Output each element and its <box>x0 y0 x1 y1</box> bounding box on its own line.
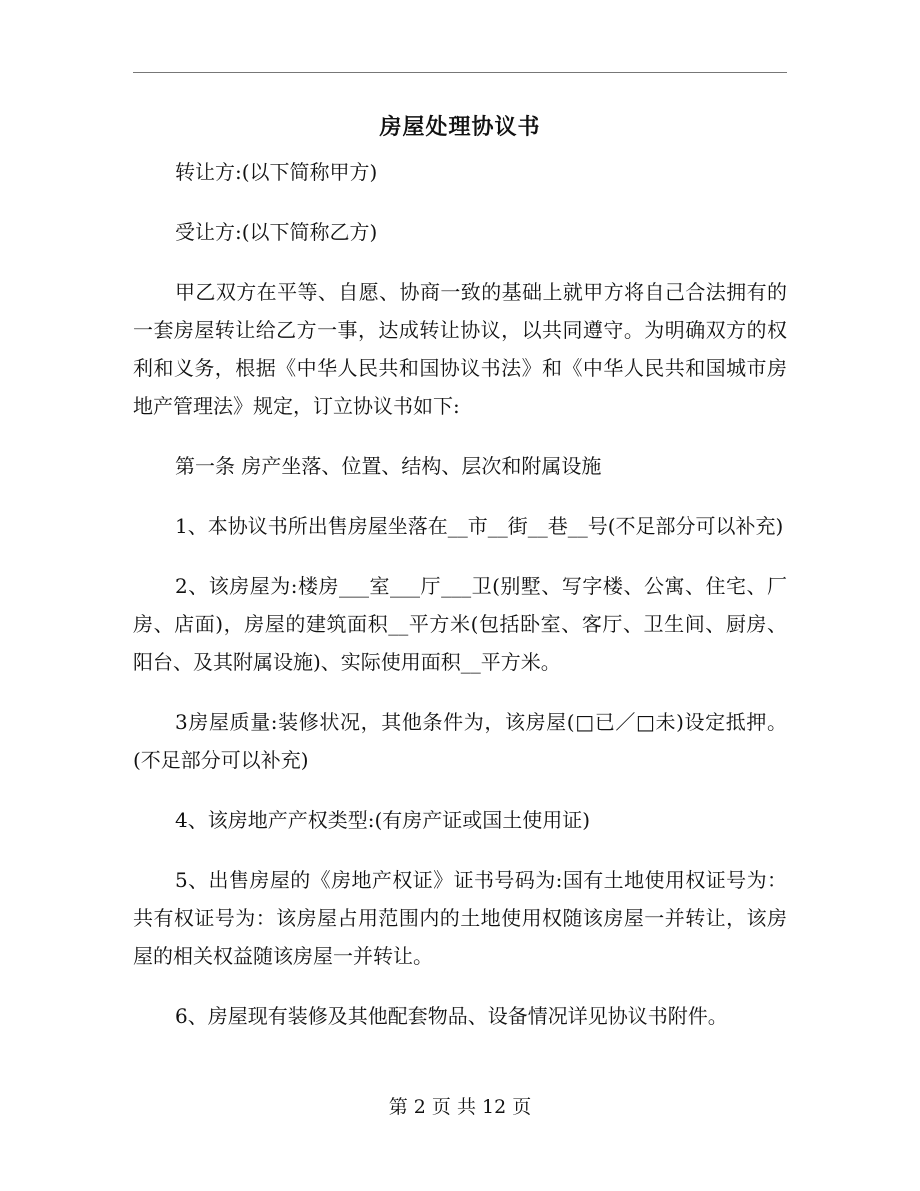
paragraph-transferee: 受让方:(以下简称乙方) <box>175 220 378 244</box>
page-number: 第 2 页 共 12 页 <box>388 1096 532 1118</box>
paragraph-clause-4: 4、该房地产产权类型:(有房产证或国土使用证) <box>175 808 591 832</box>
paragraph-clause-3: 3房屋质量:装修状况，其他条件为，该房屋(□已／□未)设定抵押。(不足部分可以补充) <box>133 710 787 772</box>
document-body <box>133 153 787 1057</box>
paragraph-transferor: 转让方:(以下简称甲方) <box>175 160 378 184</box>
header-rule <box>133 72 787 73</box>
paragraph-preamble: 甲乙双方在平等、自愿、协商一致的基础上就甲方将自己合法拥有的一套房屋转让给乙方一事，达成转让协议，以共同遵守。为明确双方的权利和义务，根据《中华人民共和国协议书法》和《中华人民共和国城市房地产管理法》规定，订立协议书如下: <box>133 280 787 418</box>
paragraph-clause-5: 5、出售房屋的《房地产权证》证书号码为:国有土地使用权证号为：共有权证号为：该房屋占用范围内的土地使用权随该房屋一并转让，该房屋的相关权益随该房屋一并转让。 <box>133 868 787 968</box>
document-title: 房屋处理协议书 <box>379 114 541 140</box>
paragraph-clause-6: 6、房屋现有装修及其他配套物品、设备情况详见协议书附件。 <box>175 1004 728 1028</box>
paragraph-clause-1: 1、本协议书所出售房屋坐落在__市__街__巷__号(不足部分可以补充) <box>175 514 784 538</box>
paragraph-article-1-heading: 第一条 房产坐落、位置、结构、层次和附属设施 <box>175 454 602 478</box>
paragraph-clause-2: 2、该房屋为:楼房___室___厅___卫(别墅、写字楼、公寓、住宅、厂房、店面)，房屋的建筑面积__平方米(包括卧室、客厅、卫生间、厨房、阳台、及其附属设施)、实际使用面积__平方米。 <box>133 574 787 674</box>
